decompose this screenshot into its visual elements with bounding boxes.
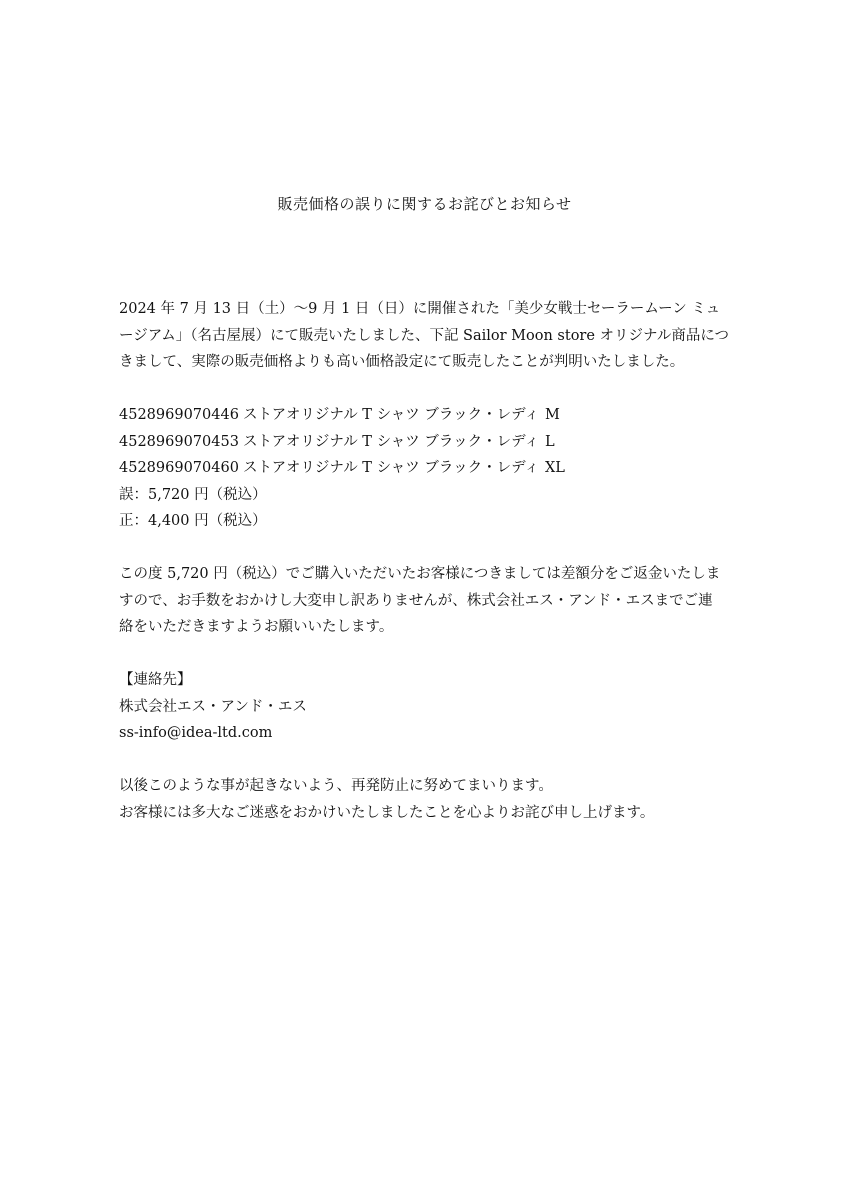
intro-line: きまして、実際の販売価格よりも高い価格設定にて販売したことが判明いたしました。 bbox=[119, 354, 685, 370]
product-list bbox=[119, 402, 731, 535]
contact-section bbox=[119, 667, 731, 747]
contact-email: ss-info@idea-ltd.com bbox=[119, 725, 273, 741]
correct-price: 正：4,400 円（税込） bbox=[119, 513, 267, 529]
refund-line: すので、お手数をおかけし大変申し訳ありませんが、株式会社エス・アンド・エスまでご連 bbox=[119, 592, 713, 609]
product-code: 4528969070453 bbox=[119, 433, 239, 450]
product-code: 4528969070446 bbox=[119, 407, 239, 423]
contact-company: 株式会社エス・アンド・エス bbox=[119, 698, 307, 715]
wrong-price: 誤：5,720 円（税込） bbox=[119, 486, 267, 503]
intro-line: ージアム」（名古屋展）にて販売いたしました、下記 Sailor Moon store オリジナル商品につ bbox=[119, 327, 730, 344]
refund-paragraph bbox=[119, 561, 731, 641]
product-name: ストアオリジナル T シャツ ブラック・レディ bbox=[243, 460, 539, 476]
product-code: 4528969070460 bbox=[119, 460, 239, 476]
refund-line: 絡をいただきますようお願いいたします。 bbox=[119, 619, 394, 635]
closing-line: 以後このような事が起きないよう、再発防止に努めてまいります。 bbox=[119, 778, 553, 794]
intro-line: 2024 年 7 月 13 日（土）〜9 月 1 日（日）に開催された「美少女戦士セーラームーン ミュ bbox=[119, 301, 721, 317]
closing-paragraph bbox=[119, 773, 731, 826]
product-row bbox=[119, 402, 731, 429]
intro-paragraph bbox=[119, 296, 731, 376]
document-title: 販売価格の誤りに関するお詫びとお知らせ bbox=[277, 195, 572, 213]
product-name: ストアオリジナル T シャツ ブラック・レディ bbox=[243, 407, 539, 423]
product-size: M bbox=[544, 407, 560, 423]
product-size: L bbox=[544, 433, 555, 450]
product-row bbox=[119, 455, 731, 482]
product-row bbox=[119, 429, 731, 456]
closing-line: お客様には多大なご迷惑をおかけいたしましたことを心よりお詫び申し上げます。 bbox=[119, 804, 655, 821]
product-name: ストアオリジナル T シャツ ブラック・レディ bbox=[243, 433, 539, 450]
document-body bbox=[119, 296, 731, 853]
refund-line: この度 5,720 円（税込）でご購入いただいたお客様につきましては差額分をご返金いたしま bbox=[119, 566, 721, 582]
contact-heading: 【連絡先】 bbox=[119, 672, 192, 688]
product-size: XL bbox=[544, 460, 565, 476]
